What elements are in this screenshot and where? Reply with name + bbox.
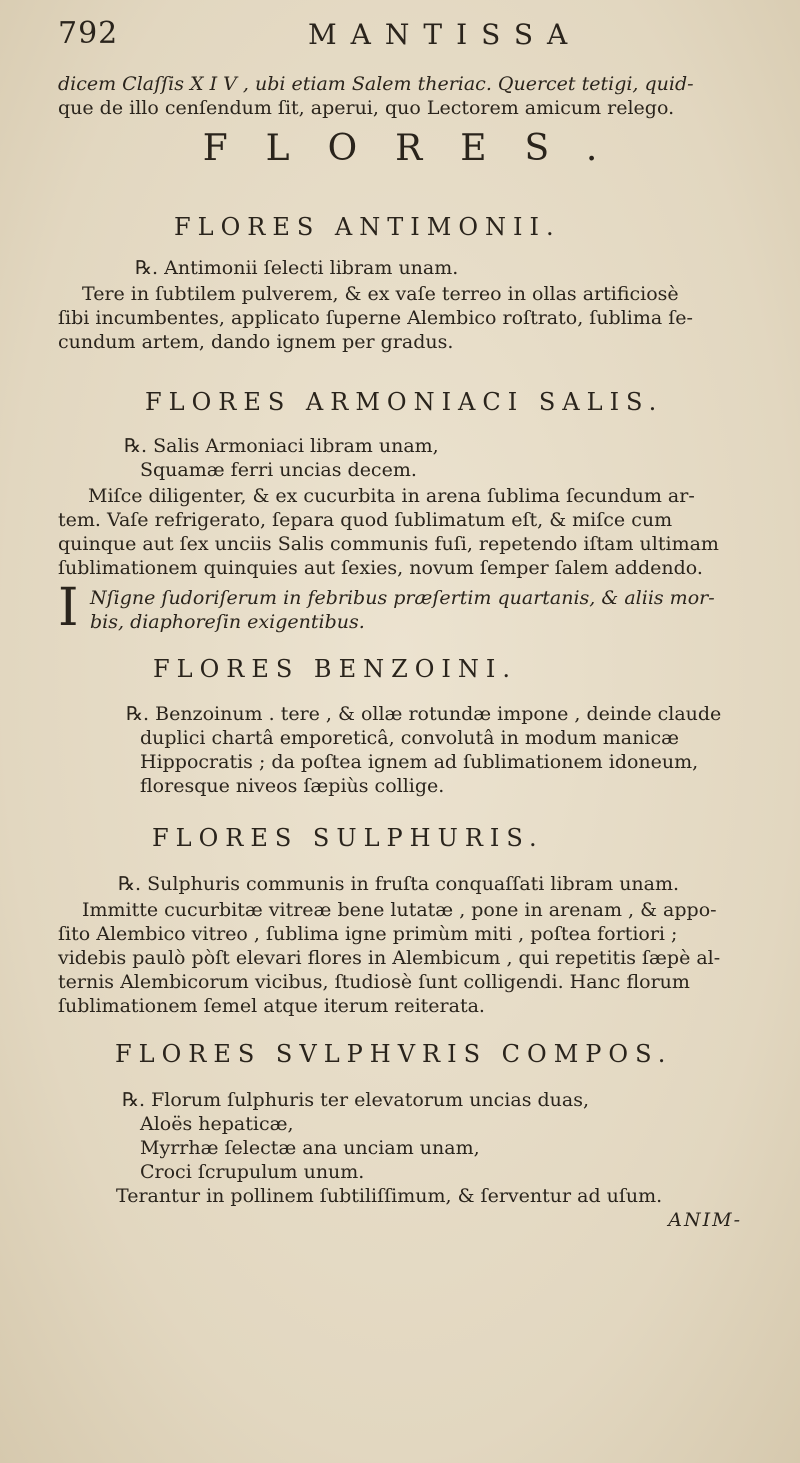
recipe-line: Hippocratis ; da poſtea ignem ad ſublimationem idoneum, (140, 751, 699, 773)
recipe-line: Myrrhæ ſelectæ ana unciam unam, (140, 1137, 480, 1159)
section-title: FLORES SULPHURIS. (152, 824, 544, 852)
recipe-line: ternis Alembicorum vicibus, ſtudiosè ſunt colligendi. Hanc florum (58, 971, 690, 993)
recipe-line: ℞. Antimonii ſelecti libram unam. (135, 257, 459, 279)
recipe-line: tem. Vaſe refrigerato, ſepara quod ſublimatum eſt, & miſce cum (58, 509, 673, 531)
section-title: FLORES ANTIMONII. (174, 213, 561, 241)
recipe-line: ſublimationem quinquies aut ſexies, novum ſemper ſalem addendo. (58, 557, 703, 579)
recipe-line: Immitte cucurbitæ vitreæ bene lutatæ , pone in arenam , & appo- (82, 899, 717, 921)
recipe-line: Croci ſcrupulum unum. (140, 1161, 365, 1183)
section-title: FLORES SVLPHVRIS COMPOS. (115, 1040, 673, 1068)
recipe-line: floresque niveos ſæpiùs collige. (140, 775, 445, 797)
intro-line: dicem Claſſis X I V , ubi etiam Salem theriac. Quercet tetigi, quid- (58, 73, 694, 95)
section-title: FLORES ARMONIACI SALIS. (145, 388, 664, 416)
recipe-line: ſublimationem ſemel atque iterum reiterata. (58, 995, 485, 1017)
recipe-line: Tere in ſubtilem pulverem, & ex vaſe terreo in ollas artificiosè (82, 283, 679, 305)
recipe-line: Terantur in pollinem ſubtiliſſimum, & ſerventur ad uſum. (116, 1185, 663, 1207)
running-title: MANTISSA (308, 18, 582, 51)
intro-line: que de illo cenſendum ſit, aperui, quo Lectorem amicum relego. (58, 97, 675, 119)
recipe-line: duplici chartâ emporeticâ, convolutâ in modum manicæ (140, 727, 679, 749)
recipe-line: Miſce diligenter, & ex cucurbita in arena ſublima ſecundum ar- (88, 485, 695, 507)
recipe-line: ℞. Florum ſulphuris ter elevatorum uncias duas, (122, 1089, 590, 1111)
section-title: FLORES BENZOINI. (153, 655, 518, 683)
page-header (58, 16, 742, 66)
chapter-title: FLORES. (202, 128, 636, 169)
drop-cap: I (58, 578, 79, 638)
recipe-line: ℞. Sulphuris communis in fruſta conquaſſati libram unam. (118, 873, 680, 895)
note-line: Nſigne ſudoriſerum in febribus præſertim quartanis, & aliis mor- (90, 587, 715, 609)
recipe-line: videbis paulò pòſt elevari flores in Alembicum , qui repetitis ſæpè al- (58, 947, 721, 969)
catchword: ANIM- (668, 1209, 742, 1231)
recipe-line: Squamæ ferri uncias decem. (140, 459, 417, 481)
recipe-line: ℞. Benzoinum . tere , & ollæ rotundæ impone , deinde claude (126, 703, 722, 725)
recipe-line: ſito Alembico vitreo , ſublima igne primùm miti , poſtea fortiori ; (58, 923, 678, 945)
recipe-line: ℞. Salis Armoniaci libram unam, (124, 435, 439, 457)
recipe-line: Aloës hepaticæ, (140, 1113, 294, 1135)
recipe-line: ſibi incumbentes, applicato ſuperne Alembico roſtrato, ſublima ſe- (58, 307, 693, 329)
note-line: bis, diaphoreſin exigentibus. (90, 611, 365, 633)
recipe-line: quinque aut ſex unciis Salis communis fuſi, repetendo iſtam ultimam (58, 533, 719, 555)
recipe-line: cundum artem, dando ignem per gradus. (58, 331, 454, 353)
page-number: 792 (58, 16, 119, 51)
